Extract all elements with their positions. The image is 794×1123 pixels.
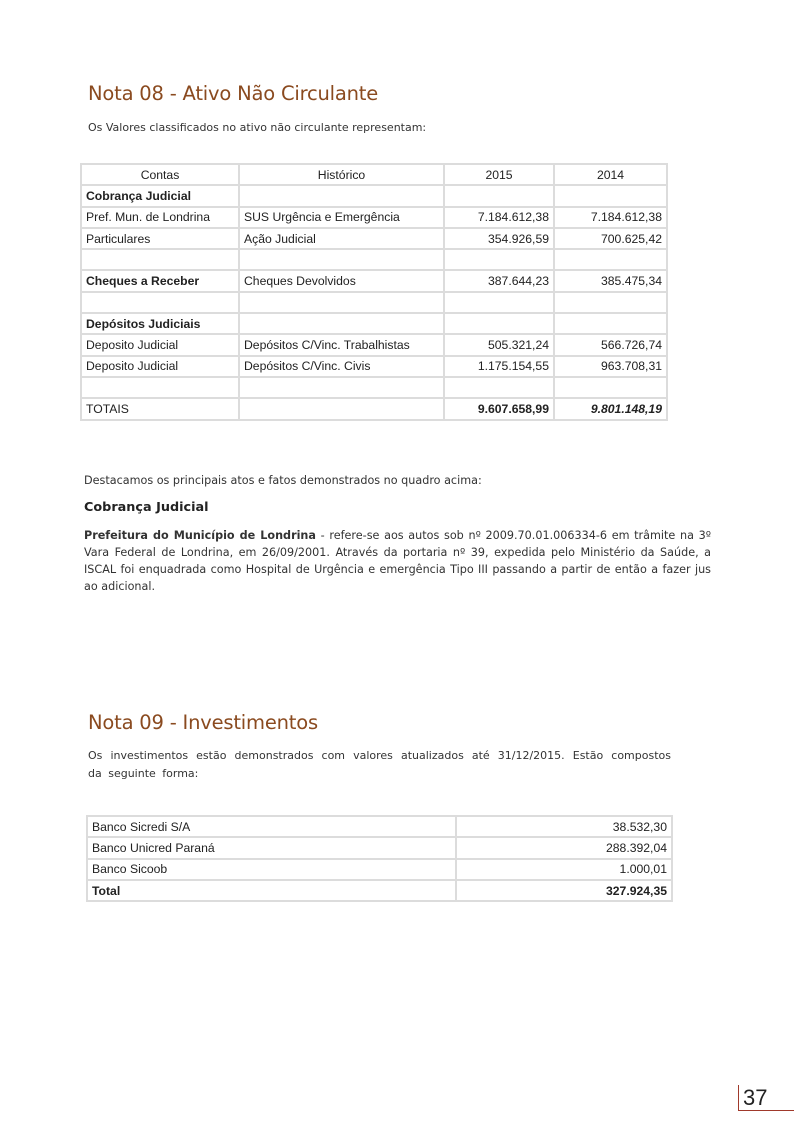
cell-account: Deposito Judicial xyxy=(81,334,239,355)
table-row xyxy=(81,185,667,206)
cell-2014: 385.475,34 xyxy=(554,270,667,291)
cell-account: Cheques a Receber xyxy=(81,270,239,291)
cell-account: Particulares xyxy=(81,228,239,249)
cell-2014 xyxy=(554,185,667,206)
paragraph-lead: Prefeitura do Município de Londrina xyxy=(84,529,316,542)
table-row xyxy=(81,270,667,291)
totals-row xyxy=(87,880,672,901)
cell-2014 xyxy=(554,377,667,398)
note09-title: Nota 09 - Investimentos xyxy=(88,711,318,734)
table-row xyxy=(81,207,667,228)
cobranca-paragraph xyxy=(84,527,711,595)
col-historico: Histórico xyxy=(239,164,444,185)
assets-table-header xyxy=(81,164,667,185)
cell-history xyxy=(239,398,444,419)
cell-history: Depósitos C/Vinc. Trabalhistas xyxy=(239,334,444,355)
cell-2014: 566.726,74 xyxy=(554,334,667,355)
cell-2014 xyxy=(554,249,667,270)
page-number-box xyxy=(738,1085,794,1111)
cell-history: Ação Judicial xyxy=(239,228,444,249)
cell-account: TOTAIS xyxy=(81,398,239,419)
note08-title: Nota 08 - Ativo Não Circulante xyxy=(88,82,379,105)
cell-2015 xyxy=(444,313,554,334)
cell-2015 xyxy=(444,292,554,313)
cell-2015: 354.926,59 xyxy=(444,228,554,249)
cell-2015: 505.321,24 xyxy=(444,334,554,355)
cell-amount: 1.000,01 xyxy=(456,859,672,880)
table-row xyxy=(87,816,672,837)
cell-history xyxy=(239,185,444,206)
table-row xyxy=(81,249,667,270)
col-2015: 2015 xyxy=(444,164,554,185)
cell-history xyxy=(239,377,444,398)
cell-history: SUS Urgência e Emergência xyxy=(239,207,444,228)
cell-2015: 387.644,23 xyxy=(444,270,554,291)
cell-account xyxy=(81,249,239,270)
cell-2014: 700.625,42 xyxy=(554,228,667,249)
investments-table xyxy=(86,815,673,902)
page-number: 37 xyxy=(743,1085,768,1110)
cell-2015 xyxy=(444,249,554,270)
subheading-cobranca: Cobrança Judicial xyxy=(84,500,209,515)
note09-intro: Os investimentos estão demonstrados com valores atualizados até 31/12/2015. Estão compostos da seguinte forma: xyxy=(88,749,671,780)
cell-2015: 1.175.154,55 xyxy=(444,356,554,377)
cell-account xyxy=(81,377,239,398)
table-row xyxy=(87,837,672,858)
cell-amount: 38.532,30 xyxy=(456,816,672,837)
table-row xyxy=(81,228,667,249)
cell-history xyxy=(239,313,444,334)
paragraph-body: - refere-se aos autos sob nº 2009.70.01.006334-6 em trâmite na 3º Vara Federal de Londrina, em 26/09/2001. Através da portaria nº 39, expedida pelo Ministério da Saúde, a ISCAL foi enquadrada como Hospital de Urgência e emergência Tipo III passando a partir de então a fazer jus ao adicional. xyxy=(84,529,712,593)
cell-account xyxy=(81,292,239,313)
cell-2015: 7.184.612,38 xyxy=(444,207,554,228)
table-row xyxy=(81,313,667,334)
cell-account: Deposito Judicial xyxy=(81,356,239,377)
table-row xyxy=(81,292,667,313)
cell-2014: 7.184.612,38 xyxy=(554,207,667,228)
col-contas: Contas xyxy=(81,164,239,185)
cell-bank: Banco Sicoob xyxy=(87,859,456,880)
cell-2015 xyxy=(444,185,554,206)
cell-account: Pref. Mun. de Londrina xyxy=(81,207,239,228)
total-2014: 9.801.148,19 xyxy=(554,398,667,419)
cell-amount: 327.924,35 xyxy=(456,880,672,901)
cell-history: Depósitos C/Vinc. Civis xyxy=(239,356,444,377)
table-row xyxy=(81,334,667,355)
table-row xyxy=(81,377,667,398)
note08-intro: Os Valores classificados no ativo não circulante representam: xyxy=(88,121,427,134)
cell-history: Cheques Devolvidos xyxy=(239,270,444,291)
cell-history xyxy=(239,292,444,313)
total-2015: 9.607.658,99 xyxy=(444,398,554,419)
cell-account: Depósitos Judiciais xyxy=(81,313,239,334)
cell-2015 xyxy=(444,377,554,398)
cell-2014 xyxy=(554,292,667,313)
cell-bank: Total xyxy=(87,880,456,901)
highlight-intro: Destacamos os principais atos e fatos demonstrados no quadro acima: xyxy=(84,474,482,487)
col-2014: 2014 xyxy=(554,164,667,185)
cell-amount: 288.392,04 xyxy=(456,837,672,858)
assets-table xyxy=(80,163,668,421)
cell-bank: Banco Sicredi S/A xyxy=(87,816,456,837)
cell-history xyxy=(239,249,444,270)
cell-2014 xyxy=(554,313,667,334)
cell-account: Cobrança Judicial xyxy=(81,185,239,206)
table-row xyxy=(87,859,672,880)
totals-row xyxy=(81,398,667,419)
cell-2014: 963.708,31 xyxy=(554,356,667,377)
cell-bank: Banco Unicred Paraná xyxy=(87,837,456,858)
table-row xyxy=(81,356,667,377)
